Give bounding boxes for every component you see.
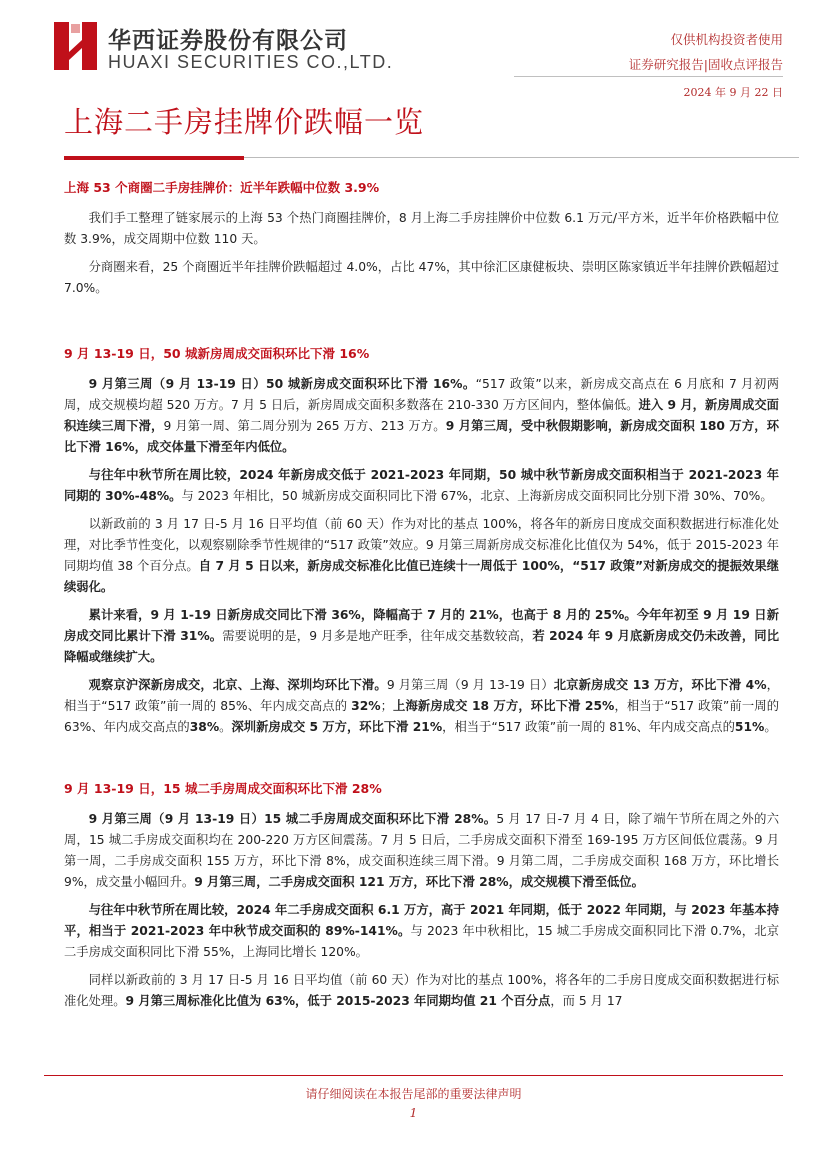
body-text: ； (380, 699, 393, 713)
body-text: 分商圈来看，25 个商圈近半年挂牌价跌幅超过 4.0%，占比 47%，其中徐汇区康健板块、崇明区陈家镇近半年挂牌价跌幅超过 7.0%。 (64, 260, 779, 295)
body-text: 与 2023 年相比，50 城新房成交面积同比下滑 67%，北京、上海新房成交面积同比分别下滑 30%、70%。 (181, 489, 773, 503)
body-text: 同样以新政前的 3 月 17 日-5 月 16 日平均值（前 60 天）作为对比的基点 100%，将各年的二手房日度成交面积数据进行标准化处理。 (64, 973, 779, 1008)
bold-text: 32% (351, 699, 381, 713)
body-paragraph (64, 208, 779, 250)
body-text: “517 政策”以来，新房成交高点在 6 月底和 7 月初两周，成交规模均超 520 万方。7 月 5 日后，新房周成交面积多数落在 210-330 万方区间内，整体偏低。 (64, 377, 779, 412)
bold-text: 观察京沪深新房成交，北京、上海、深圳均环比下滑。 (88, 678, 387, 692)
bold-text: 深圳新房成交 5 万方，环比下滑 21% (231, 720, 443, 734)
page-title: 上海二手房挂牌价跌幅一览 (64, 105, 425, 139)
bold-text: 9 月第三周（9 月 13-19 日）15 城二手房周成交面积环比下滑 28%。 (88, 812, 497, 826)
report-type: 证券研究报告|固收点评报告 (628, 57, 783, 72)
report-body (64, 178, 779, 1019)
body-paragraph (64, 465, 779, 507)
body-text: 9 月第三周（9 月 13-19 日） (386, 678, 554, 692)
bold-text: 若 2024 年 9 月底新房成交仍未改善，同比降幅或继续扩大。 (64, 629, 780, 664)
bold-text: 自 7 月 5 日以来，新房成交标准化比值已连续十一周低于 100%，“517 政策”对新房成交的提振效果继续弱化。 (64, 559, 780, 594)
body-text: 以新政前的 3 月 17 日-5 月 16 日平均值（前 60 天）作为对比的基点 100%，将各年的新房日度成交面积数据进行标准化处理，对比季节性变化，以观察剔除季节性规律的“517 政策”效应。9 月第三周新房成交标准化比值仅为 54%，低于 2015-2023 年同期均值 38 个百分点。 (64, 517, 779, 573)
title-rule-accent (64, 156, 244, 160)
body-text: ，相当于“517 政策”前一周的 63%、年内成交高点的 (64, 699, 779, 734)
section-heading: 上海 53 个商圈二手房挂牌价：近半年跌幅中位数 3.9% (64, 180, 380, 195)
huaxi-logo-icon (54, 22, 98, 70)
bold-text: 38% (189, 720, 220, 734)
report-section (64, 178, 779, 299)
body-text: ，而 5 月 17 (550, 994, 623, 1008)
body-text: 需要说明的是，9 月多是地产旺季，往年成交基数较高， (222, 629, 533, 643)
bold-text: 9 月第三周，受中秋假期影响，新房成交面积 180 万方，环比下滑 16%，成交体量下滑至年内低位。 (64, 419, 779, 454)
body-paragraph (64, 675, 779, 738)
bold-text: 北京新房成交 13 万方，环比下滑 4% (553, 678, 767, 692)
body-text: 5 月 17 日-7 月 4 日，除了端午节所在周之外的六周，15 城二手房成交面积均在 200-220 万方区间震荡。7 月 5 日后，二手房成交面积下滑至 169-195 万方区间低位震荡。9 月第一周，二手房成交面积 155 万方，环比下滑 8%，成交面积连续三周下滑。9 月第二周，二手房成交面积 168 万方，环比增长 9%，成交量小幅回升。 (64, 812, 779, 889)
body-text: 。 (764, 720, 777, 734)
section-gap (64, 745, 779, 779)
body-paragraph (64, 900, 779, 963)
page-number: 1 (409, 1106, 418, 1120)
body-text: 与 2023 年中秋相比，15 城二手房成交面积同比下滑 0.7%，北京二手房成交面积同比下滑 55%，上海同比增长 120%。 (64, 924, 779, 959)
title-rule (244, 157, 799, 158)
body-paragraph (64, 809, 779, 893)
body-text: ，相当于“517 政策”前一周的 81%、年内成交高点的 (442, 720, 735, 734)
body-text: 我们手工整理了链家展示的上海 53 个热门商圈挂牌价，8 月上海二手房挂牌价中位数 6.1 万元/平方米，近半年价格跌幅中位数 3.9%，成交周期中位数 110 天。 (64, 211, 779, 246)
bold-text: 与往年中秋节所在周比较，2024 年二手房成交面积 6.1 万方，高于 2021 年同期，低于 2022 年同期，与 2023 年基本持平，相当于 2021-2023 年中秋节成交面积的 89%-141%。 (64, 903, 779, 938)
bold-text: 上海新房成交 18 万方，环比下滑 25% (392, 699, 615, 713)
legal-notice: 请仔细阅读在本报告尾部的重要法律声明 (305, 1087, 522, 1101)
body-text: 9 月第一周、第二周分别为 265 万方、213 万方。 (163, 419, 446, 433)
company-name-en: HUAXI SECURITIES CO.,LTD. (108, 52, 394, 72)
body-paragraph (64, 514, 779, 598)
bold-text: 进入 9 月，新房周成交面积连续三周下滑， (64, 398, 779, 433)
section-heading: 9 月 13-19 日，50 城新房周成交面积环比下滑 16% (64, 346, 370, 361)
body-text: 。 (219, 720, 232, 734)
footer-divider (44, 1075, 783, 1076)
bold-text: 与往年中秋节所在周比较，2024 年新房成交低于 2021-2023 年同期，50 城中秋节新房成交面积相当于 2021-2023 年同期的 30%-48%。 (64, 468, 779, 503)
body-text: ，相当于“517 政策”前一周的 85%、年内成交高点的 (64, 678, 779, 713)
body-paragraph (64, 605, 779, 668)
body-paragraph (64, 374, 779, 458)
bold-text: 累计来看，9 月 1-19 日新房成交同比下滑 36%，降幅高于 7 月的 21%，也高于 8 月的 25%。今年年初至 9 月 19 日新房成交同比累计下滑 31%。 (64, 608, 779, 643)
report-section (64, 344, 779, 738)
bold-text: 9 月第三周标准化比值为 63%，低于 2015-2023 年同期均值 21 个百分点 (125, 994, 551, 1008)
section-gap (64, 306, 779, 344)
report-date: 2024 年 9 月 22 日 (683, 86, 783, 99)
bold-text: 51% (734, 720, 765, 734)
bold-text: 9 月第三周，二手房成交面积 121 万方，环比下滑 28%，成交规模下滑至低位。 (194, 875, 644, 889)
audience-note: 仅供机构投资者使用 (670, 32, 783, 47)
company-name-cn: 华西证券股份有限公司 (108, 27, 348, 54)
header-divider (514, 76, 783, 77)
section-heading: 9 月 13-19 日，15 城二手房周成交面积环比下滑 28% (64, 781, 382, 796)
report-section (64, 779, 779, 1012)
body-paragraph (64, 257, 779, 299)
bold-text: 9 月第三周（9 月 13-19 日）50 城新房成交面积环比下滑 16%。 (88, 377, 476, 391)
body-paragraph (64, 970, 779, 1012)
